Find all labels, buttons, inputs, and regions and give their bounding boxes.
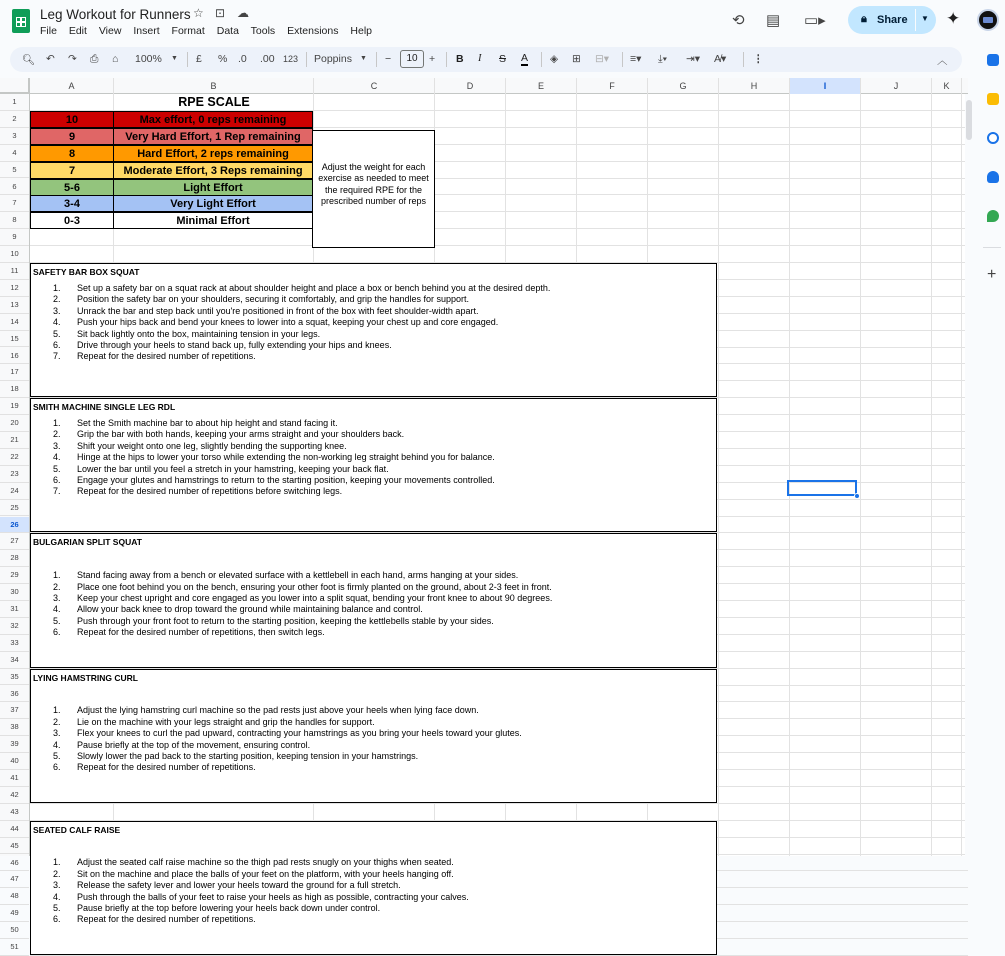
step-text: Push through your front foot to return to the starting position, keeping the kettlebells stable by your sides. <box>77 615 494 626</box>
step-text: Repeat for the desired number of repetitions. <box>77 351 256 362</box>
exercise-step <box>53 762 256 772</box>
strikethrough-icon[interactable]: S <box>499 53 507 65</box>
vertical-scrollbar[interactable] <box>965 94 973 856</box>
toolbar-divider <box>541 52 542 67</box>
redo-icon[interactable]: ↷ <box>68 53 77 65</box>
step-text: Push your hips back and bend your knees to lower into a squat, keeping your chest up and core engaged. <box>77 317 499 328</box>
step-number: 3. <box>53 728 61 739</box>
step-number: 4. <box>53 891 61 902</box>
column-header-b[interactable]: B <box>114 78 314 94</box>
row-header-24[interactable]: 24 <box>0 483 29 500</box>
step-number: 1. <box>53 282 61 293</box>
step-number: 2. <box>53 581 61 592</box>
row-header-12[interactable]: 12 <box>0 280 29 297</box>
step-text: Repeat for the desired number of repetitions, then switch legs. <box>77 627 325 638</box>
row-header-28[interactable]: 28 <box>0 550 29 567</box>
step-text: Pause briefly at the top of the movement, ensuring control. <box>77 739 311 750</box>
text-rotation-icon[interactable]: A̸▾ <box>714 53 727 65</box>
step-number: 2. <box>53 294 61 305</box>
exercise-step <box>53 429 404 439</box>
column-header-f[interactable]: F <box>577 78 648 94</box>
exercise-step <box>53 570 518 580</box>
step-number: 3. <box>53 305 61 316</box>
column-header-j[interactable]: J <box>861 78 932 94</box>
row-header-13[interactable]: 13 <box>0 297 29 314</box>
spreadsheet-grid <box>0 78 968 951</box>
exercise-step <box>53 880 401 890</box>
maps-icon[interactable] <box>987 210 999 222</box>
exercise-step <box>53 464 389 474</box>
exercise-step <box>53 351 256 361</box>
zoom-select[interactable]: 100% <box>135 53 162 65</box>
menu-extensions[interactable]: Extensions <box>287 25 339 37</box>
exercise-box[interactable] <box>30 669 717 803</box>
rpe-description[interactable]: Max effort, 0 reps remaining <box>113 111 313 128</box>
gridline-vertical <box>718 94 719 856</box>
exercise-step <box>53 616 494 626</box>
row-header-21[interactable]: 21 <box>0 432 29 449</box>
select-all-corner[interactable] <box>0 78 30 94</box>
exercise-title: SEATED CALF RAISE <box>33 824 121 835</box>
step-number: 2. <box>53 716 61 727</box>
step-text: Sit on the machine and place the balls of your feet on the platform, with your heels hanging off. <box>77 868 454 879</box>
row-header-16[interactable]: 16 <box>0 348 29 365</box>
rpe-scale-title: RPE SCALE <box>178 95 250 109</box>
step-text: Repeat for the desired number of repetitions. <box>77 914 256 925</box>
menu-file[interactable]: File <box>40 25 57 37</box>
exercise-step <box>53 294 469 304</box>
menu-format[interactable]: Format <box>171 25 205 37</box>
step-number: 4. <box>53 317 61 328</box>
step-number: 1. <box>53 570 61 581</box>
exercise-title: SMITH MACHINE SINGLE LEG RDL <box>33 402 176 413</box>
menu-insert[interactable]: Insert <box>133 25 160 37</box>
keep-icon[interactable] <box>987 93 999 105</box>
column-header-a[interactable]: A <box>30 78 114 94</box>
exercise-box[interactable] <box>30 263 717 397</box>
row-header-4[interactable]: 4 <box>0 145 29 162</box>
increase-font-size-icon[interactable]: + <box>429 53 436 65</box>
decrease-font-size-icon[interactable]: − <box>385 53 392 65</box>
row-header-47[interactable]: 47 <box>0 871 29 888</box>
rpe-level[interactable]: 10 <box>30 111 114 128</box>
currency-format-button[interactable]: £ <box>196 53 202 65</box>
step-text: Unrack the bar and step back until you're positioned in front of the box with feet shoulder-width apart. <box>77 305 479 316</box>
row-header-31[interactable]: 31 <box>0 601 29 618</box>
fill-color-icon[interactable]: ◈ <box>550 53 559 65</box>
cloud-status-icon[interactable]: ☁ <box>237 6 249 20</box>
exercise-box[interactable] <box>30 398 717 532</box>
step-text: Repeat for the desired number of repetitions before switching legs. <box>77 486 343 497</box>
step-number: 4. <box>53 452 61 463</box>
rpe-description[interactable]: Moderate Effort, 3 Reps remaining <box>113 162 313 179</box>
rpe-description[interactable]: Very Light Effort <box>113 195 313 212</box>
exercise-step <box>53 329 320 339</box>
gridline-vertical <box>931 94 932 856</box>
step-number: 5. <box>53 615 61 626</box>
row-header-46[interactable]: 46 <box>0 855 29 872</box>
toolbar-divider <box>187 52 188 67</box>
step-text: Set the Smith machine bar to about hip height and stand facing it. <box>77 418 338 429</box>
row-header-27[interactable]: 27 <box>0 533 29 550</box>
step-number: 1. <box>53 418 61 429</box>
column-header-bar <box>0 78 968 94</box>
scrollbar-thumb[interactable] <box>966 100 972 140</box>
row-header-45[interactable]: 45 <box>0 838 29 855</box>
step-text: Grip the bar with both hands, keeping your arms straight and your shoulders back. <box>77 429 405 440</box>
step-number: 1. <box>53 705 61 716</box>
row-header-33[interactable]: 33 <box>0 635 29 652</box>
row-header-36[interactable]: 36 <box>0 686 29 703</box>
step-text: Stand facing away from a bench or elevated surface with a kettlebell in each hand, arms hanging at your sides. <box>77 570 519 581</box>
step-text: Keep your chest upright and core engaged as you lower into a split squat, bending your front knee to about 90 degrees. <box>77 592 553 603</box>
row-header-44[interactable]: 44 <box>0 821 29 838</box>
avatar[interactable] <box>977 9 999 31</box>
row-header-10[interactable]: 10 <box>0 246 29 263</box>
step-text: Sit back lightly onto the box, maintaining tension in your legs. <box>77 328 321 339</box>
fill-handle[interactable] <box>854 493 860 499</box>
horizontal-align-icon[interactable]: ≡▾ <box>630 53 642 65</box>
exercise-step <box>53 582 552 592</box>
toolbar-divider <box>446 52 447 67</box>
step-number: 3. <box>53 440 61 451</box>
row-header-15[interactable]: 15 <box>0 331 29 348</box>
step-number: 2. <box>53 868 61 879</box>
step-text: Push through the balls of your feet to raise your heels as high as possible, contracting your calves. <box>77 891 469 902</box>
row-header-7[interactable]: 7 <box>0 195 29 212</box>
rpe-level[interactable]: 0-3 <box>30 212 114 229</box>
row-header-17[interactable]: 17 <box>0 364 29 381</box>
gridline-vertical <box>961 94 962 856</box>
step-number: 7. <box>53 351 61 362</box>
collapse-menus-icon[interactable]: ︿ <box>937 55 948 67</box>
row-header-9[interactable]: 9 <box>0 229 29 246</box>
decrease-decimal-button[interactable]: .0 <box>238 53 247 65</box>
step-number: 5. <box>53 903 61 914</box>
exercise-step <box>53 740 310 750</box>
cell-area[interactable] <box>30 94 968 925</box>
row-header-48[interactable]: 48 <box>0 888 29 905</box>
step-text: Lie on the machine with your legs straight and grip the handles for support. <box>77 716 375 727</box>
row-header-bar <box>0 94 30 951</box>
exercise-step <box>53 705 479 715</box>
share-divider <box>915 9 916 31</box>
gemini-spark-icon[interactable]: ✦ <box>946 9 961 28</box>
step-number: 6. <box>53 339 61 350</box>
step-number: 6. <box>53 762 61 773</box>
comments-icon[interactable]: ▤ <box>766 12 781 29</box>
gridline-horizontal <box>30 245 968 246</box>
italic-icon[interactable]: I <box>478 53 482 64</box>
exercise-step <box>53 475 495 485</box>
calendar-icon[interactable] <box>987 54 999 66</box>
step-text: Flex your knees to curl the pad upward, contracting your hamstrings as you bring your heels toward your glutes. <box>77 728 522 739</box>
toolbar-divider <box>622 52 623 67</box>
column-header-e[interactable]: E <box>506 78 577 94</box>
step-number: 3. <box>53 880 61 891</box>
row-header-22[interactable]: 22 <box>0 449 29 466</box>
row-header-19[interactable]: 19 <box>0 398 29 415</box>
exercise-step <box>53 418 338 428</box>
row-header-30[interactable]: 30 <box>0 584 29 601</box>
row-header-8[interactable]: 8 <box>0 212 29 229</box>
row-header-49[interactable]: 49 <box>0 905 29 922</box>
paint-format-icon[interactable]: ⌂ <box>112 53 119 65</box>
exercise-step <box>53 306 478 316</box>
gridline-horizontal <box>30 803 968 804</box>
row-header-14[interactable]: 14 <box>0 314 29 331</box>
gridline-vertical <box>860 94 861 856</box>
step-number: 6. <box>53 475 61 486</box>
step-number: 2. <box>53 429 61 440</box>
row-header-34[interactable]: 34 <box>0 652 29 669</box>
step-text: Repeat for the desired number of repetitions. <box>77 762 256 773</box>
percent-format-button[interactable]: % <box>218 53 228 65</box>
row-header-23[interactable]: 23 <box>0 466 29 483</box>
row-header-37[interactable]: 37 <box>0 702 29 719</box>
exercise-box[interactable] <box>30 821 717 955</box>
exercise-title: LYING HAMSTRING CURL <box>33 672 138 683</box>
exercise-step <box>53 441 347 451</box>
step-text: Allow your back knee to drop toward the ground while maintaining balance and control. <box>77 604 423 615</box>
step-text: Place one foot behind you on the bench, ensuring your other foot is firmly planted on the ground, about 2-3 feet in front. <box>77 581 552 592</box>
exercise-step <box>53 340 392 350</box>
step-text: Adjust the lying hamstring curl machine so the pad rests just above your heels when lying face down. <box>77 705 479 716</box>
row-header-32[interactable]: 32 <box>0 618 29 635</box>
step-text: Lower the bar until you feel a stretch in your hamstring, keeping your back flat. <box>77 463 389 474</box>
exercise-step <box>53 751 418 761</box>
menu-help[interactable]: Help <box>350 25 372 37</box>
menu-data[interactable]: Data <box>216 25 239 37</box>
row-header-50[interactable]: 50 <box>0 922 29 939</box>
contacts-icon[interactable] <box>987 171 999 183</box>
column-header-g[interactable]: G <box>648 78 719 94</box>
column-header-c[interactable]: C <box>314 78 435 94</box>
toolbar <box>10 47 962 72</box>
step-number: 5. <box>53 750 61 761</box>
search-menus-icon[interactable]: 🔍︎ <box>22 54 36 66</box>
row-header-43[interactable]: 43 <box>0 804 29 821</box>
exercise-step <box>53 717 375 727</box>
rpe-description[interactable]: Very Hard Effort, 1 Rep remaining <box>113 128 313 145</box>
merge-cells-icon[interactable]: ⊟▾ <box>595 53 610 65</box>
share-button[interactable] <box>848 6 936 34</box>
lock-icon: 🔒︎ <box>861 13 867 25</box>
font-size-input[interactable]: 10 <box>400 50 424 68</box>
row-header-1[interactable]: 1 <box>0 94 29 111</box>
print-icon[interactable]: ⎙ <box>90 53 99 65</box>
exercise-box[interactable] <box>30 533 717 667</box>
exercise-step <box>53 593 552 603</box>
row-header-41[interactable]: 41 <box>0 770 29 787</box>
row-header-40[interactable]: 40 <box>0 753 29 770</box>
step-text: Position the safety bar on your shoulders, securing it comfortably, and grip the handles for support. <box>77 294 470 305</box>
version-history-icon[interactable]: ⟲ <box>732 12 745 29</box>
step-text: Engage your glutes and hamstrings to return to the starting position, keeping your movements controlled. <box>77 475 495 486</box>
column-header-h[interactable]: H <box>719 78 790 94</box>
step-text: Pause briefly at the top before lowering your heels back down under control. <box>77 903 381 914</box>
row-header-11[interactable]: 11 <box>0 263 29 280</box>
rpe-description[interactable]: Minimal Effort <box>113 212 313 229</box>
row-header-25[interactable]: 25 <box>0 500 29 517</box>
row-header-42[interactable]: 42 <box>0 787 29 804</box>
zoom-dropdown-icon[interactable]: ▼ <box>171 55 178 62</box>
more-options-icon[interactable]: ⋮ <box>753 53 764 65</box>
gridline-vertical <box>789 94 790 856</box>
borders-icon[interactable]: ⊞ <box>572 53 581 65</box>
meet-video-icon[interactable]: ▭▸ <box>804 12 826 29</box>
share-label: Share <box>877 14 908 26</box>
row-header-18[interactable]: 18 <box>0 381 29 398</box>
rpe-description[interactable]: Light Effort <box>113 179 313 196</box>
step-text: Drive through your heels to stand back up, fully extending your hips and knees. <box>77 339 392 350</box>
column-header-k[interactable]: K <box>932 78 962 94</box>
font-select[interactable]: Poppins <box>314 53 352 65</box>
exercise-step <box>53 892 469 902</box>
tasks-icon[interactable] <box>987 132 999 144</box>
row-header-51[interactable]: 51 <box>0 939 29 956</box>
rpe-note: Adjust the weight for each exercise as needed to meet the required RPE for the prescribed number of reps <box>312 130 435 248</box>
rpe-level[interactable]: 8 <box>30 145 114 162</box>
toolbar-divider <box>306 52 307 67</box>
sheets-logo-icon[interactable] <box>12 9 30 33</box>
text-wrapping-icon[interactable]: ⇥▾ <box>686 53 701 65</box>
exercise-step <box>53 317 498 327</box>
row-header-26[interactable]: 26 <box>0 517 29 534</box>
rail-divider <box>983 247 1001 248</box>
exercise-step <box>53 869 454 879</box>
text-color-icon[interactable]: A <box>521 52 529 64</box>
exercise-step <box>53 604 423 614</box>
column-header-i[interactable]: I <box>790 78 861 94</box>
rpe-description[interactable]: Hard Effort, 2 reps remaining <box>113 145 313 162</box>
rpe-level[interactable]: 5-6 <box>30 179 114 196</box>
side-panel-rail <box>975 42 1005 856</box>
get-addons-icon[interactable]: + <box>987 266 997 283</box>
step-text: Hinge at the hips to lower your torso while extending the non-working leg straight behind you for balance. <box>77 452 495 463</box>
toolbar-divider <box>743 52 744 67</box>
exercise-step <box>53 486 342 496</box>
menu-bar <box>40 25 381 37</box>
row-header-38[interactable]: 38 <box>0 719 29 736</box>
exercise-step <box>53 283 550 293</box>
toolbar-divider <box>376 52 377 67</box>
exercise-step <box>53 857 454 867</box>
row-header-5[interactable]: 5 <box>0 162 29 179</box>
selected-cell-I26[interactable] <box>787 480 857 496</box>
exercise-step <box>53 903 380 913</box>
exercise-step <box>53 452 495 462</box>
bold-icon[interactable]: B <box>456 53 464 65</box>
step-text: Slowly lower the pad back to the starting position, keeping tension in your hamstrings. <box>77 750 419 761</box>
increase-decimal-button[interactable]: .00 <box>260 53 275 65</box>
row-header-2[interactable]: 2 <box>0 111 29 128</box>
step-text: Shift your weight onto one leg, slightly bending the supporting knee. <box>77 440 347 451</box>
exercise-step <box>53 728 522 738</box>
rpe-level[interactable]: 3-4 <box>30 195 114 212</box>
share-dropdown-icon[interactable]: ▼ <box>921 14 929 23</box>
menu-view[interactable]: View <box>98 25 122 37</box>
step-number: 4. <box>53 604 61 615</box>
rpe-level[interactable]: 9 <box>30 128 114 145</box>
step-number: 7. <box>53 486 61 497</box>
menu-tools[interactable]: Tools <box>250 25 276 37</box>
column-header-d[interactable]: D <box>435 78 506 94</box>
step-text: Set up a safety bar on a squat rack at about shoulder height and place a box or bench behind you at the desired depth. <box>77 282 551 293</box>
more-formats-button[interactable]: 123 <box>283 54 299 64</box>
rpe-level[interactable]: 7 <box>30 162 114 179</box>
row-header-6[interactable]: 6 <box>0 179 29 196</box>
font-dropdown-icon[interactable]: ▼ <box>360 55 367 62</box>
title-bar <box>0 0 1005 42</box>
step-number: 5. <box>53 463 61 474</box>
step-number: 6. <box>53 627 61 638</box>
row-header-3[interactable]: 3 <box>0 128 29 145</box>
exercise-title: SAFETY BAR BOX SQUAT <box>33 267 140 277</box>
step-text: Adjust the seated calf raise machine so the thigh pad rests snugly on your thighs when seated. <box>77 857 454 868</box>
row-header-35[interactable]: 35 <box>0 669 29 686</box>
step-number: 3. <box>53 592 61 603</box>
document-title[interactable]: Leg Workout for Runners <box>40 7 191 22</box>
star-icon[interactable]: ☆ <box>193 6 204 20</box>
move-folder-icon[interactable]: ⊡ <box>215 6 226 20</box>
exercise-step <box>53 627 325 637</box>
exercise-step <box>53 914 256 924</box>
exercise-title: BULGARIAN SPLIT SQUAT <box>33 537 142 548</box>
step-number: 5. <box>53 328 61 339</box>
undo-icon[interactable]: ↶ <box>46 53 55 65</box>
row-header-20[interactable]: 20 <box>0 415 29 432</box>
row-header-39[interactable]: 39 <box>0 736 29 753</box>
step-text: Release the safety lever and lower your heels toward the ground for a full stretch. <box>77 880 401 891</box>
step-number: 6. <box>53 914 61 925</box>
menu-edit[interactable]: Edit <box>68 25 87 37</box>
vertical-align-icon[interactable]: ⤓▾ <box>658 53 668 65</box>
step-number: 1. <box>53 857 61 868</box>
step-number: 4. <box>53 739 61 750</box>
row-header-29[interactable]: 29 <box>0 567 29 584</box>
